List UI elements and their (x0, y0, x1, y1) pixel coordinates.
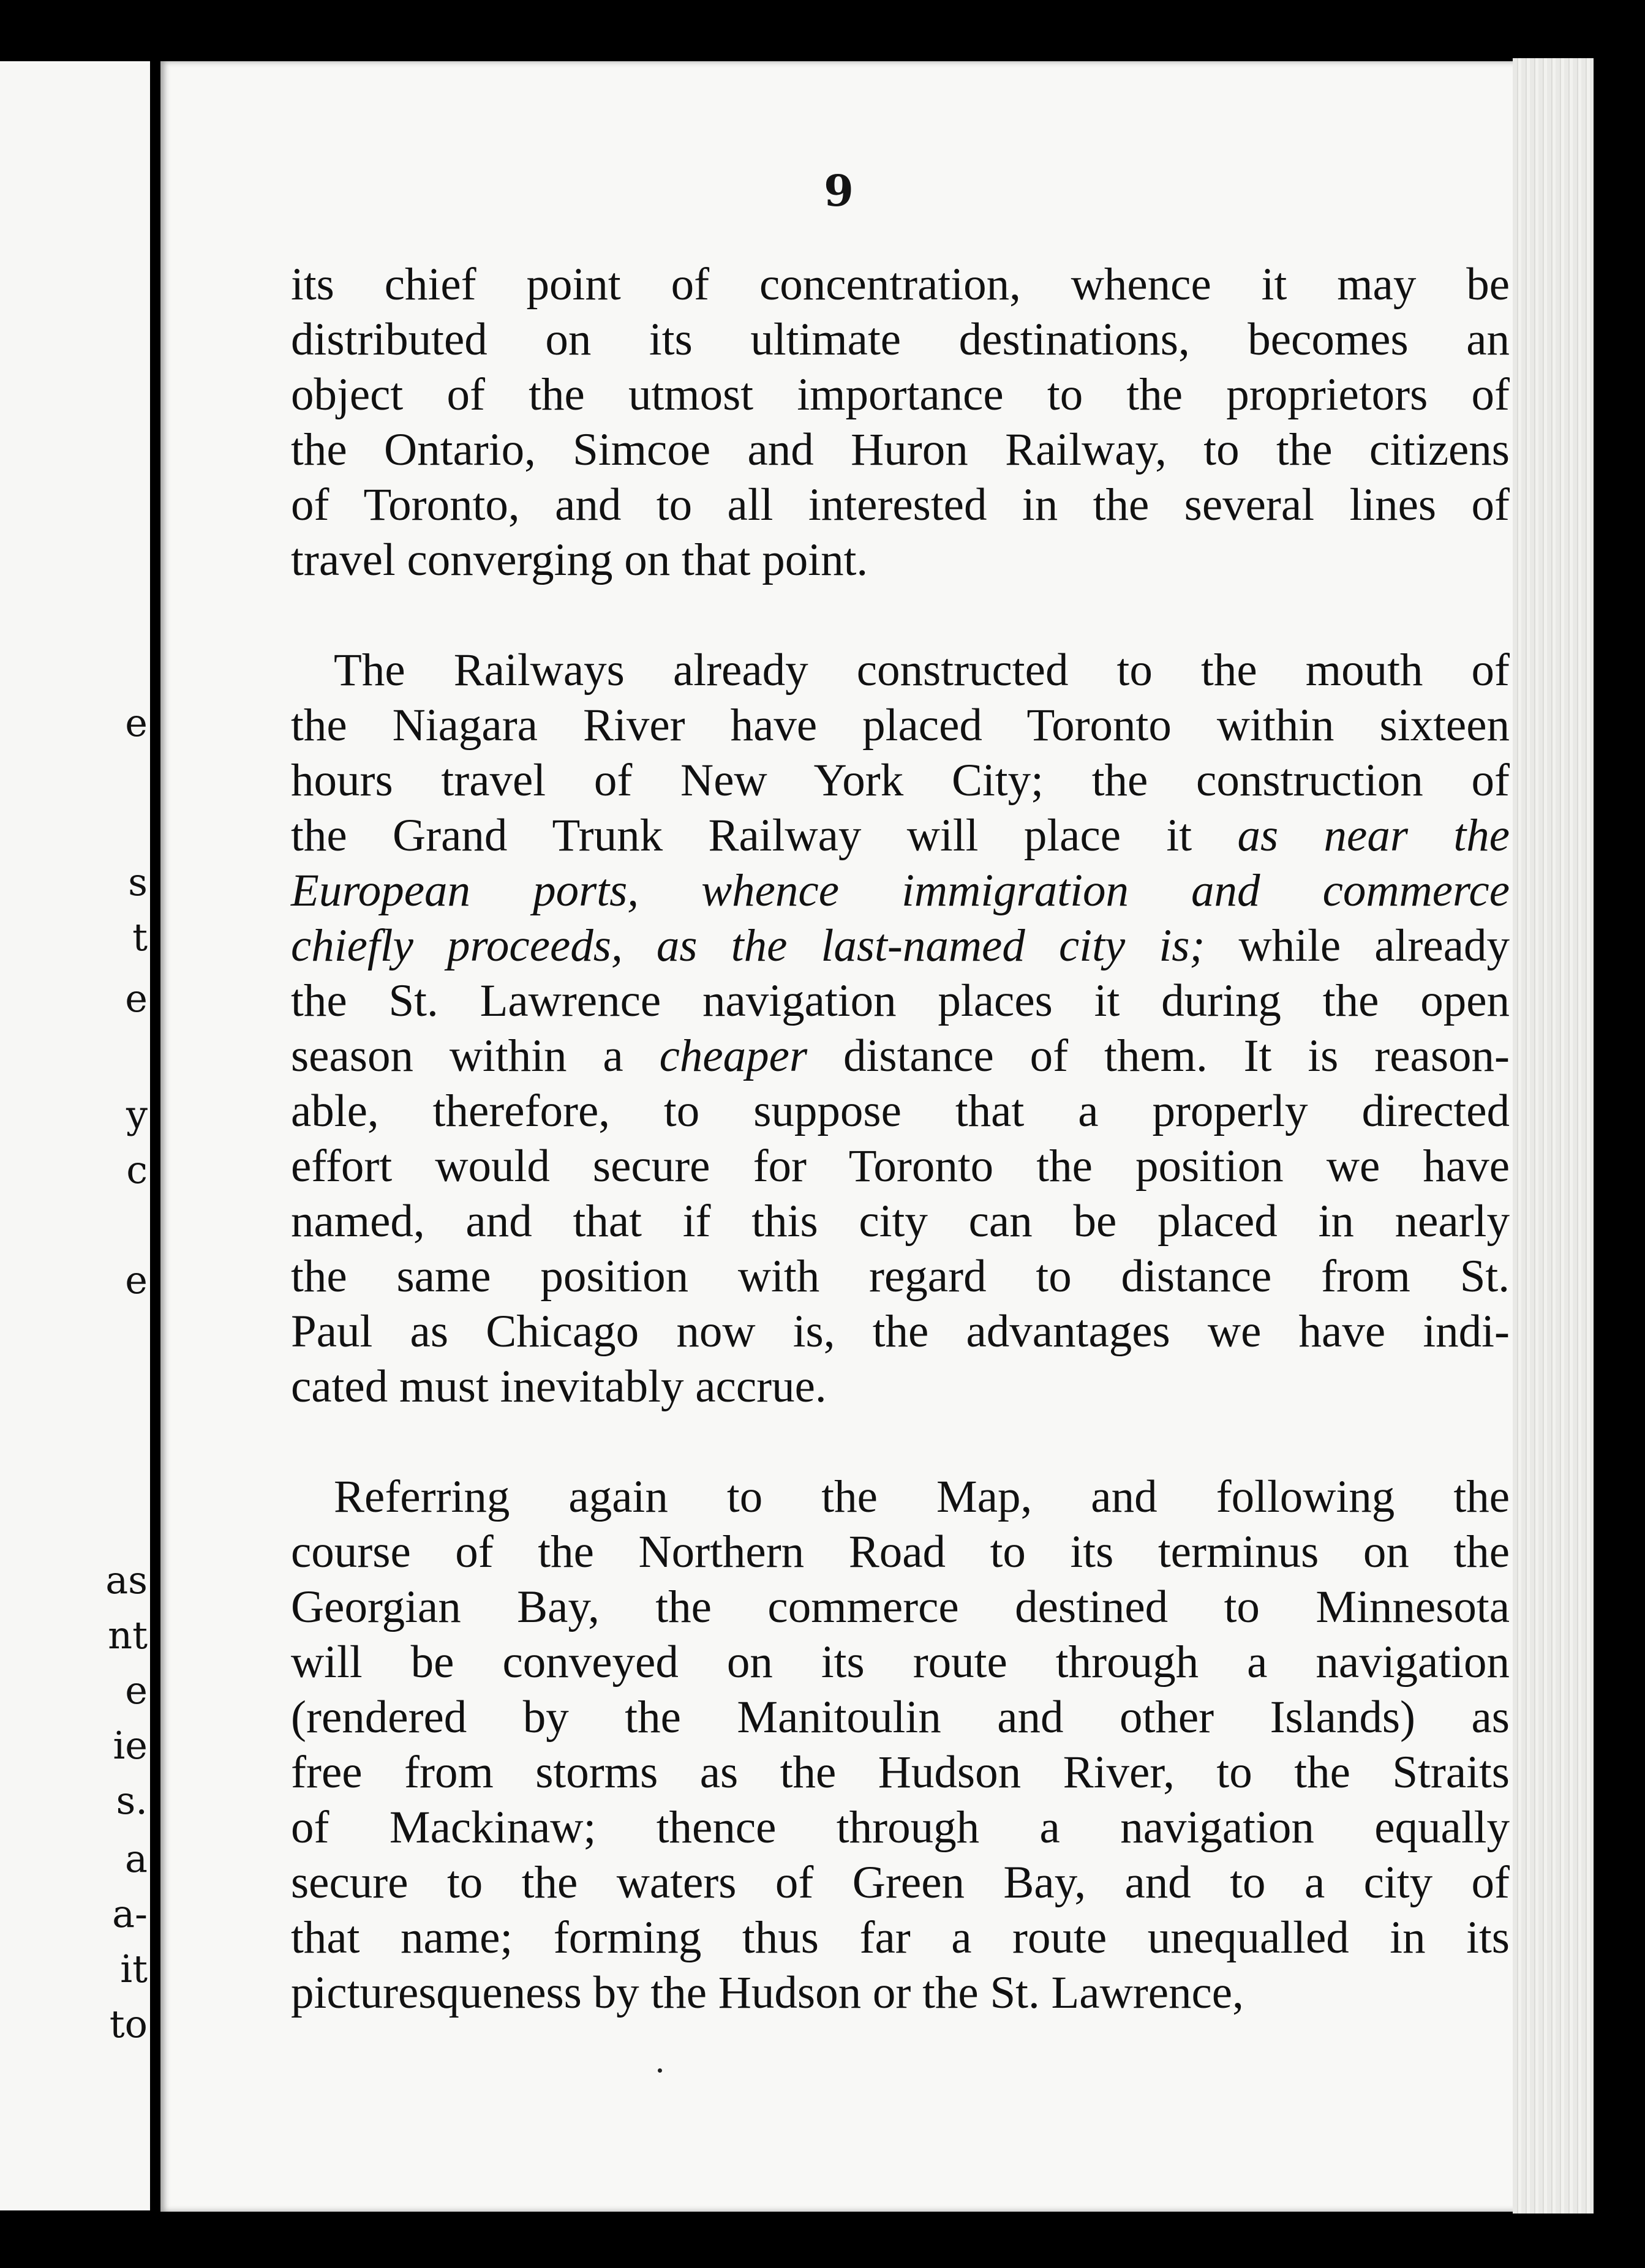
body-text (291, 257, 1510, 2021)
text-run: of Mackinaw; thence through a navigation equally (291, 1802, 1510, 1853)
margin-fragment: e (125, 1258, 148, 1302)
margin-fragment: it (120, 1947, 148, 1991)
italic-text: cheaper (659, 1031, 808, 1081)
facing-page-edge (0, 61, 150, 2210)
margin-fragment: s. (116, 1778, 148, 1823)
text-line (291, 1084, 1510, 1139)
text-line (291, 918, 1510, 974)
text-run: course of the Northern Road to its terminus on the (291, 1526, 1510, 1577)
text-run: cated must inevitably accrue. (291, 1361, 827, 1412)
text-run: hours travel of New York City; the construction of (291, 755, 1510, 806)
text-run: secure to the waters of Green Bay, and to a city of (291, 1857, 1510, 1908)
text-line (291, 1029, 1510, 1084)
text-run: will be conveyed on its route through a navigation (291, 1637, 1510, 1688)
text-run: object of the utmost importance to the proprietors of (291, 369, 1510, 420)
text-run: Referring again to the Map, and following the (334, 1471, 1510, 1522)
text-run: that name; forming thus far a route unequalled in its (291, 1912, 1510, 1963)
text-run: Paul as Chicago now is, the advantages we have indi- (291, 1306, 1510, 1357)
text-run: distributed on its ultimate destinations, becomes an (291, 314, 1510, 365)
page-fore-edge (1513, 58, 1594, 2214)
margin-fragment: to (109, 2002, 148, 2046)
margin-fragment: ie (113, 1723, 148, 1768)
text-line (291, 1304, 1510, 1359)
text-line (291, 1470, 1510, 1525)
text-run: the St. Lawrence navigation places it during the open (291, 975, 1510, 1026)
text-run: (rendered by the Manitoulin and other Islands) as (291, 1692, 1510, 1743)
italic-text: as near the (1237, 810, 1510, 861)
margin-fragment: t (132, 915, 148, 959)
text-run: The Railways already constructed to the mouth of (334, 645, 1510, 696)
text-line (291, 1800, 1510, 1855)
text-run: named, and that if this city can be placed in nearly (291, 1196, 1510, 1247)
ink-speck (658, 2068, 662, 2073)
margin-fragment: nt (108, 1613, 148, 1658)
paragraph-gap (291, 1414, 1510, 1470)
margin-fragment: e (125, 976, 148, 1021)
text-line (291, 1525, 1510, 1580)
margin-fragment: y (126, 1092, 148, 1137)
margin-fragment: a- (112, 1891, 148, 1936)
text-line (291, 1359, 1510, 1414)
text-run: the Niagara River have placed Toronto within sixteen (291, 700, 1510, 751)
text-line (291, 808, 1510, 863)
text-run: able, therefore, to suppose that a properly directed (291, 1086, 1510, 1136)
text-line (291, 1249, 1510, 1304)
text-run: free from storms as the Hudson River, to the Straits (291, 1747, 1510, 1798)
text-line (291, 698, 1510, 753)
text-line (291, 533, 1510, 588)
book-page (160, 61, 1517, 2212)
text-line (291, 753, 1510, 808)
text-line (291, 312, 1510, 367)
text-line (291, 1966, 1510, 2021)
text-line (291, 1635, 1510, 1690)
text-run: picturesqueness by the Hudson or the St. Lawrence, (291, 1967, 1244, 2018)
margin-fragment: a (125, 1836, 148, 1881)
text-line (291, 422, 1510, 478)
text-run: the Grand Trunk Railway will place it (291, 810, 1238, 861)
text-line (291, 1855, 1510, 1910)
page-number: 9 (824, 165, 854, 216)
text-run: of Toronto, and to all interested in the several lines of (291, 479, 1510, 530)
text-run: season within a (291, 1031, 660, 1081)
text-line (291, 643, 1510, 698)
text-line (291, 367, 1510, 422)
text-line (291, 257, 1510, 312)
margin-fragment: e (125, 1668, 148, 1713)
text-line (291, 1745, 1510, 1800)
text-line (291, 974, 1510, 1029)
text-run: while already (1205, 920, 1510, 971)
text-line (291, 863, 1510, 918)
text-line (291, 1194, 1510, 1249)
text-run: distance of them. It is reason- (807, 1031, 1510, 1081)
italic-text: European ports, whence immigration and commerce (291, 865, 1510, 916)
text-line (291, 478, 1510, 533)
text-run: Georgian Bay, the commerce destined to Minnesota (291, 1582, 1510, 1632)
text-line (291, 1690, 1510, 1745)
text-run: the Ontario, Simcoe and Huron Railway, to the citizens (291, 424, 1510, 475)
margin-fragment: s (128, 860, 148, 904)
margin-fragment: c (126, 1147, 148, 1192)
italic-text: chiefly proceeds, as the last-named city is; (291, 920, 1205, 971)
margin-fragment: e (125, 700, 148, 745)
text-run: travel converging on that point. (291, 535, 868, 585)
margin-fragment: as (105, 1558, 148, 1602)
text-run: its chief point of concentration, whence it may be (291, 259, 1510, 310)
paragraph-gap (291, 588, 1510, 643)
text-line (291, 1910, 1510, 1966)
text-run: the same position with regard to distance from St. (291, 1251, 1510, 1302)
text-line (291, 1139, 1510, 1194)
text-line (291, 1580, 1510, 1635)
text-run: effort would secure for Toronto the position we have (291, 1141, 1510, 1192)
